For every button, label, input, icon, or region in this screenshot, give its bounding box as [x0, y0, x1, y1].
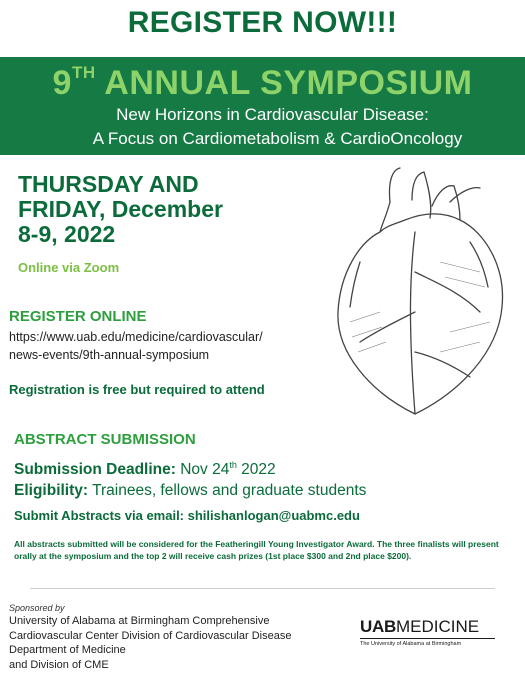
symposium-banner [0, 57, 525, 155]
award-note: All abstracts submitted will be considered for the Featheringill Young Investigator Award. The three finalists will present orally at the symposium and the top 2 will receive cash prizes (1st place $300 and 2nd place $200). [14, 539, 499, 561]
sponsored-label: Sponsored by [9, 603, 65, 613]
symposium-subtitle-line1: New Horizons in Cardiovascular Disease: [116, 105, 429, 124]
abstract-submission-heading: ABSTRACT SUBMISSION [14, 431, 196, 448]
event-date: THURSDAY AND FRIDAY, December 8-9, 2022 [18, 171, 223, 247]
register-now-heading: REGISTER NOW!!! [127, 6, 398, 39]
register-online-heading: REGISTER ONLINE [9, 308, 147, 325]
symposium-title: 9TH ANNUAL SYMPOSIUM [52, 63, 473, 102]
sponsor-text: University of Alabama at Birmingham Comprehensive Cardiovascular Center Division of Cardiovascular Disease Department of Medicine and Division of CME [9, 615, 292, 671]
symposium-subtitle-line2: A Focus on Cardiometabolism & CardioOncology [92, 129, 463, 148]
registration-link[interactable]: https://www.uab.edu/medicine/cardiovascular/ news-events/9th-annual-symposium [9, 330, 263, 362]
eligibility: Eligibility: Trainees, fellows and graduate students [14, 482, 367, 499]
event-location: Online via Zoom [18, 260, 120, 275]
uab-medicine-logo: UABMEDICINE The University of Alabama at Birmingham [360, 617, 495, 647]
submission-deadline: Submission Deadline: Nov 24th 2022 [14, 460, 276, 479]
submit-email: Submit Abstracts via email: shilishanlogan@uabmc.edu [14, 508, 360, 523]
anatomical-heart-icon [320, 162, 520, 422]
registration-free-note: Registration is free but required to attend [9, 382, 265, 397]
divider [30, 588, 495, 589]
